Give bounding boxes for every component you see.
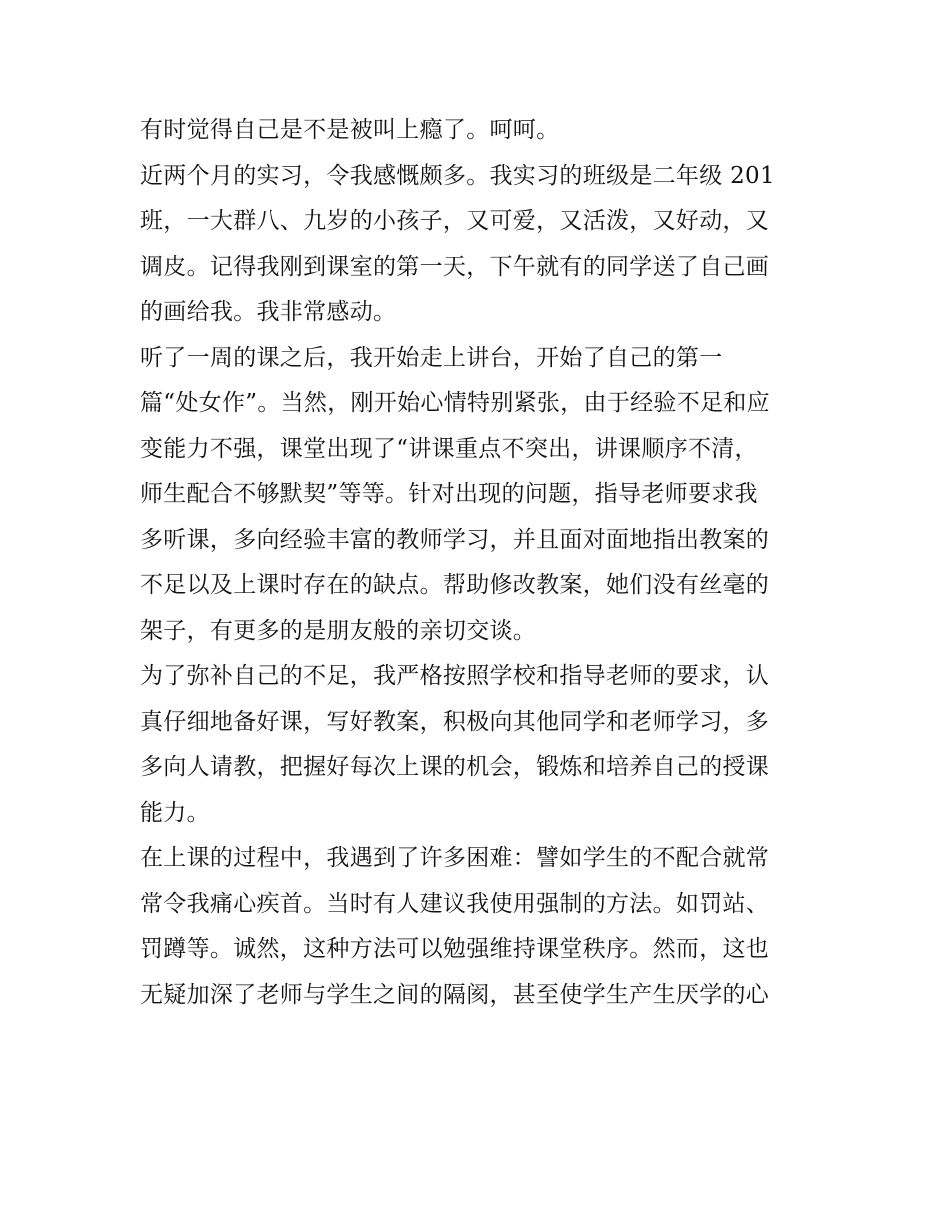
text-line: 多向人请教，把握好每次上课的机会，锻炼和培养自己的授课 [140, 754, 770, 780]
text-line: 班，一大群八、九岁的小孩子，又可爱，又活泼，又好动，又 [140, 208, 770, 234]
text-line: 变能力不强，课堂出现了“讲课重点不突出，讲课顺序不清， [140, 435, 758, 462]
text-line: 师生配合不够默契”等等。针对出现的问题，指导老师要求我 [140, 481, 758, 507]
text-line: 为了弥补自己的不足，我严格按照学校和指导老师的要求，认 [140, 663, 770, 689]
text-line: 能力。 [140, 799, 210, 826]
text-line: 不足以及上课时存在的缺点。帮助修改教案，她们没有丝毫的 [140, 572, 770, 598]
text-line: 罚蹲等。诚然，这种方法可以勉强维持课堂秩序。然而，这也 [140, 936, 770, 962]
text-line: 多听课，多向经验丰富的教师学习，并且面对面地指出教案的 [140, 526, 770, 553]
text-line: 听了一周的课之后，我开始走上讲台，开始了自己的第一 [140, 344, 723, 371]
text-line: 的画给我。我非常感动。 [140, 299, 397, 325]
text-line: 真仔细地备好课，写好教案，积极向其他同学和老师学习，多 [140, 708, 770, 735]
text-line: 篇“处女作”。当然，刚开始心情特别紧张，由于经验不足和应 [140, 390, 770, 416]
document-body [140, 108, 812, 1018]
text-line: 在上课的过程中，我遇到了许多困难：譬如学生的不配合就常 [140, 845, 770, 871]
text-line: 有时觉得自己是不是被叫上瘾了。呵呵。 [140, 117, 560, 143]
text-line: 常令我痛心疾首。当时有人建议我使用强制的方法。如罚站、 [140, 890, 770, 917]
text-line: 无疑加深了老师与学生之间的隔阂，甚至使学生产生厌学的心 [140, 981, 770, 1008]
text-line: 调皮。记得我刚到课室的第一天，下午就有的同学送了自己画 [140, 253, 770, 280]
text-line: 架子，有更多的是朋友般的亲切交谈。 [140, 617, 537, 644]
text-line: 近两个月的实习，令我感慨颇多。我实习的班级是二年级 201 [140, 162, 775, 189]
